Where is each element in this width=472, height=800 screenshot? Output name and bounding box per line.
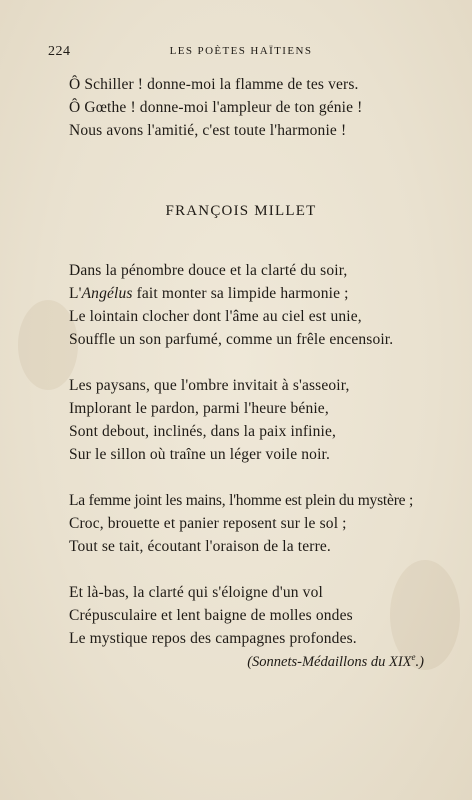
source-superscript: e	[411, 652, 416, 662]
stanza-1-line-1: Dans la pénombre douce et la clarté du soir,	[69, 262, 348, 279]
opening-line-3: Nous avons l'amitié, c'est toute l'harmonie !	[69, 122, 347, 139]
stanza-4-line-1: Et là-bas, la clarté qui s'éloigne d'un vol	[69, 584, 323, 601]
opening-line-1: Ô Schiller ! donne-moi la flamme de tes vers.	[69, 76, 359, 93]
source-main: (Sonnets-Médaillons du XIX	[247, 653, 412, 670]
page-number: 224	[48, 44, 71, 59]
poem-source-citation	[247, 652, 424, 671]
stanza-4-line-2: Crépusculaire et lent baigne de molles ondes	[69, 607, 353, 624]
stanza-3-line-3: Tout se tait, écoutant l'oraison de la terre.	[69, 538, 331, 555]
stanza-3-line-1: La femme joint les mains, l'homme est plein du mystère ;	[69, 492, 414, 509]
poem-title: FRANÇOIS MILLET	[165, 203, 317, 219]
stanza-1-line-4: Souffle un son parfumé, comme un frêle encensoir.	[69, 331, 394, 348]
line-article: L'	[69, 285, 82, 302]
italic-word: Angélus	[81, 285, 133, 302]
line-rest: fait monter sa limpide harmonie ;	[132, 285, 349, 302]
stanza-2-line-1: Les paysans, que l'ombre invitait à s'asseoir,	[69, 377, 350, 394]
running-head: LES POÈTES HAÏTIENS	[169, 45, 313, 57]
stanza-3-line-2: Croc, brouette et panier reposent sur le sol ;	[69, 515, 347, 532]
stanza-4-line-3: Le mystique repos des campagnes profondes.	[69, 630, 357, 647]
stanza-2-line-4: Sur le sillon où traîne un léger voile noir.	[69, 446, 331, 463]
source-end: .)	[415, 653, 424, 670]
stanza-1-line-2	[69, 285, 349, 303]
stanza-2-line-2: Implorant le pardon, parmi l'heure bénie,	[69, 400, 329, 417]
stanza-2-line-3: Sont debout, inclinés, dans la paix infinie,	[69, 423, 337, 440]
stanza-1-line-3: Le lointain clocher dont l'âme au ciel est unie,	[69, 308, 362, 325]
opening-line-2: Ô Gœthe ! donne-moi l'ampleur de ton génie !	[69, 99, 363, 116]
